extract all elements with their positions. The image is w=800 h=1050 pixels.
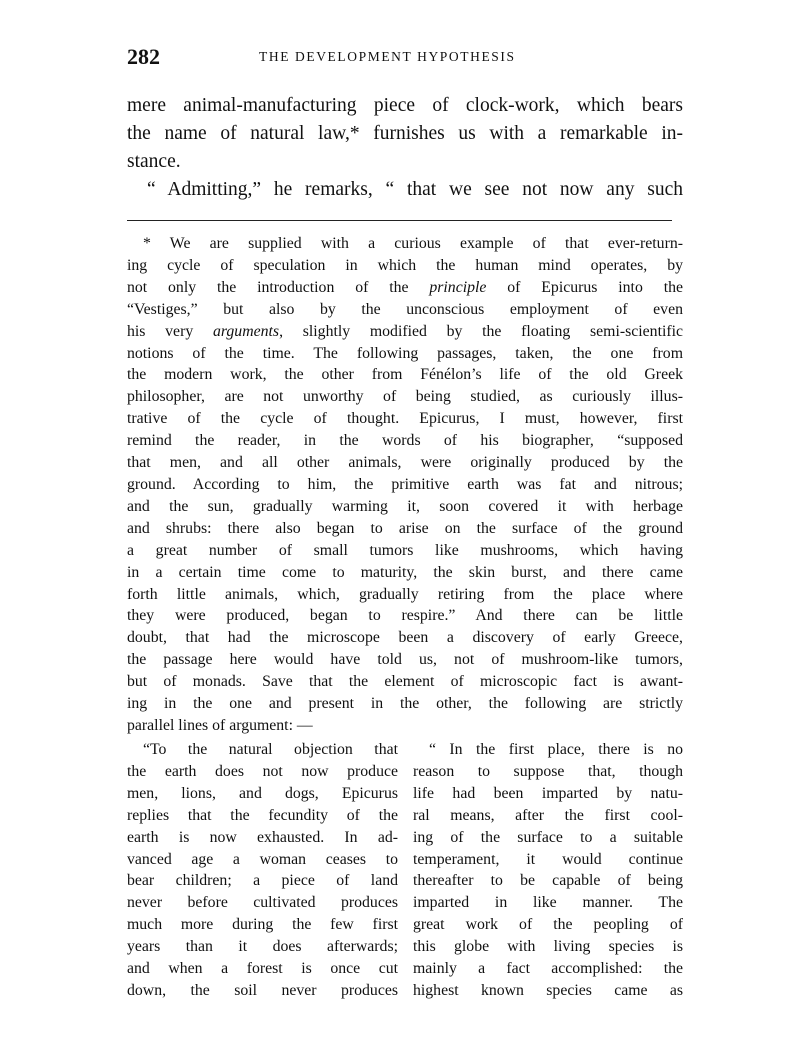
footnote-line: notions of the time. The following passages, taken, the one from <box>127 344 683 362</box>
footnote-line: forth little animals, which, gradually retiring from the place where <box>127 585 683 603</box>
main-text-line: the name of natural law,* furnishes us with a remarkable in- <box>127 123 683 144</box>
left-column-line: “To the natural objection that <box>143 741 398 758</box>
footnote-line: ing in the one and present in the other, the following are strictly <box>127 695 683 713</box>
footnote-line: a great number of small tumors like mushrooms, which having <box>127 541 683 559</box>
footnote-divider <box>127 220 672 221</box>
footnote <box>127 233 683 737</box>
footnote-line: philosopher, are not unworthy of being studied, as curiously illus- <box>127 388 683 406</box>
left-column-line: much more during the few first <box>127 916 398 934</box>
right-column-line: thereafter to be capable of being <box>413 872 683 890</box>
footnote-line: parallel lines of argument: — <box>127 716 313 734</box>
right-column-line: “ In the first place, there is no <box>429 741 683 758</box>
left-column-line: and when a forest is once cut <box>127 960 398 978</box>
main-text-line: “ Admitting,” he remarks, “ that we see not now any such <box>147 179 683 200</box>
footnote-line: and shrubs: there also began to arise on the surface of the ground <box>127 519 683 537</box>
right-column-line: highest known species came as <box>413 981 683 999</box>
left-column-line: the earth does not now produce <box>127 762 398 780</box>
footnote-line-principle: not only the introduction of the principle of Epicurus into the <box>127 278 683 296</box>
footnote-line: remind the reader, in the words of his biographer, “supposed <box>127 432 683 450</box>
left-column-line: men, lions, and dogs, Epicurus <box>127 784 398 802</box>
right-column-line: temperament, it would continue <box>413 850 683 868</box>
right-column-line: life had been imparted by natu- <box>413 784 683 802</box>
left-column-line: years than it does afterwards; <box>127 938 398 956</box>
main-text <box>127 92 683 204</box>
footnote-line: “Vestiges,” but also by the unconscious employment of even <box>127 300 683 318</box>
right-column-line: mainly a fact accomplished: the <box>413 960 683 978</box>
italic-principle: principle <box>429 278 487 296</box>
footnote-line: the modern work, the other from Fénélon’s life of the old Greek <box>127 366 683 384</box>
right-column-line: great work of the peopling of <box>413 916 683 934</box>
footnote-line: doubt, that had the microscope been a discovery of early Greece, <box>127 629 683 647</box>
footnote-line: the passage here would have told us, not of mushroom-like tumors, <box>127 651 683 669</box>
left-column-line: never before cultivated produces <box>127 894 398 912</box>
running-head <box>127 44 683 72</box>
page-number: 282 <box>127 44 160 69</box>
footnote-right-column <box>413 739 683 1002</box>
right-column-line: ing of the surface to a suitable <box>413 828 683 846</box>
footnote-line: ing cycle of speculation in which the human mind operates, by <box>127 256 683 274</box>
footnote-line: they were produced, began to respire.” And there can be little <box>127 607 683 625</box>
left-column-line: earth is now exhausted. In ad- <box>127 828 398 846</box>
main-text-line: stance. <box>127 151 181 172</box>
right-column-line: ral means, after the first cool- <box>413 806 683 824</box>
footnote-line: that men, and all other animals, were originally produced by the <box>127 454 683 472</box>
footnote-line: and the sun, gradually warming it, soon covered it with herbage <box>127 497 683 515</box>
left-column-line: vanced age a woman ceases to <box>127 850 398 868</box>
footnote-line: trative of the cycle of thought. Epicurus, I must, however, first <box>127 410 683 428</box>
footnote-line: in a certain time come to maturity, the skin burst, and there came <box>127 563 683 581</box>
left-column-line: replies that the fecundity of the <box>127 806 398 824</box>
footnote-line: * We are supplied with a curious example of that ever-return- <box>143 235 683 252</box>
running-title: THE DEVELOPMENT HYPOTHESIS <box>259 49 516 64</box>
right-column-line: reason to suppose that, though <box>413 762 683 780</box>
left-column-line: down, the soil never produces <box>127 981 398 999</box>
footnote-left-column <box>127 739 398 1002</box>
footnote-line: ground. According to him, the primitive earth was fat and nitrous; <box>127 475 683 493</box>
footnote-line: but of monads. Save that the element of microscopic fact is awant- <box>127 673 683 691</box>
left-column-line: bear children; a piece of land <box>127 872 398 890</box>
italic-arguments: arguments <box>212 322 280 340</box>
footnote-line-arguments: his very arguments, slightly modified by the floating semi-scientific <box>127 322 684 340</box>
main-text-line: mere animal-manufacturing piece of clock-work, which bears <box>127 95 683 116</box>
right-column-line: imparted in like manner. The <box>413 894 683 912</box>
right-column-line: this globe with living species is <box>413 938 683 956</box>
